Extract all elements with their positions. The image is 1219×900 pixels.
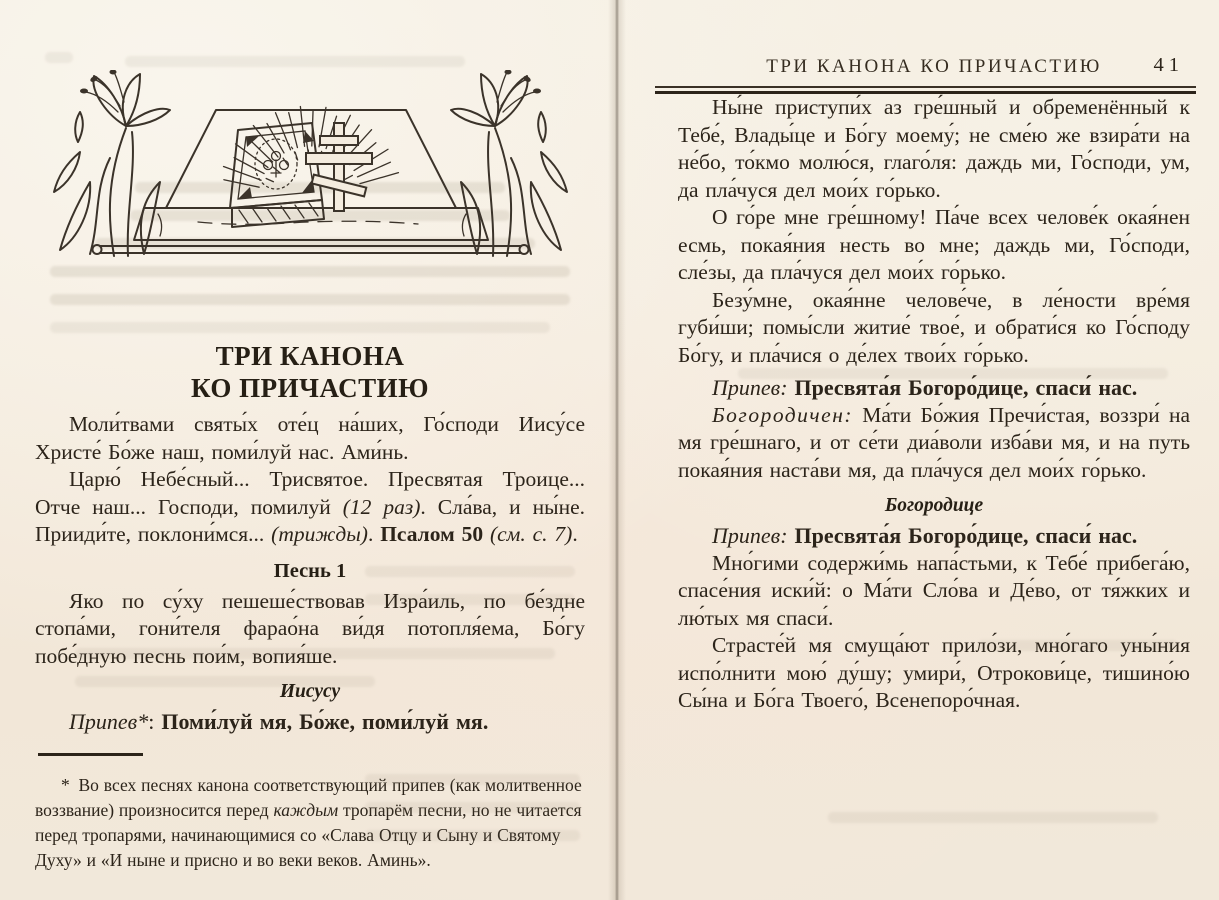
gospel-book-icon xyxy=(230,123,324,227)
section-title-line1: ТРИ КАНОНА xyxy=(215,341,405,371)
ode-heading: Песнь 1 xyxy=(273,559,347,582)
troparion-paragraph: О го́ре мне гре́шному! Па́че всех челове́к окая́нен есмь, покая́ния несть во мне; даждь ми, Го́споди, сле́зы, да пла́чуся дел мои́х го́рько. xyxy=(678,205,1190,284)
to-jesus-heading: Иисусу xyxy=(279,681,341,702)
left-page xyxy=(35,0,585,900)
section-title-line2: КО ПРИЧАСТИЮ xyxy=(190,373,430,403)
refrain-line: Припев*: Поми́луй мя, Бо́же, поми́луй мя. xyxy=(69,709,489,734)
refrain-line: Припев: Пресвята́я Богоро́дице, спаси́ нас. xyxy=(712,523,1138,548)
page-number: 41 xyxy=(1153,54,1184,76)
page-gutter-shadow xyxy=(608,0,626,900)
running-head-rule xyxy=(655,86,1196,94)
altar-illustration xyxy=(48,70,573,260)
footnote-rule xyxy=(38,753,143,756)
refrain-line: Припев: Пресвята́я Богоро́дице, спаси́ нас. xyxy=(712,375,1138,400)
rubrics-paragraph: Царю́ Небе́сный... Трисвятое. Пресвятая Троице... Отче наш... Господи, помилуй (12 раз). Сла́ва, и ны́не. Прииди́те, поклони́мся... (трижды). Псалом 50 (см. с. 7). xyxy=(35,467,586,546)
troparion-paragraph: Безу́мне, окая́нне челове́че, в ле́ности вре́мя губи́ши; помы́сли житие́ твое́, и обрати́ся ко Го́споду Бо́гу, и пла́чися о де́лех твои́х го́рько. xyxy=(678,287,1190,367)
troparion-paragraph: Ны́не приступи́х аз гре́шный и обременённый к Тебе́, Влады́це и Бо́гу моему́; не сме́ю же взира́ти на не́бо, то́кмо молю́ся, глаго́ля: даждь ми, Го́споди, ум, да пла́чуся дел мои́х го́рько. xyxy=(678,95,1190,202)
footnote-text: * Во всех песнях канона соответствующий припев (как молитвенное воззвание) произносится перед каждым тропарём песни, но не читается перед тропарями, начинающимися со «Слава Отцу и Сыну и Святому Духу» и «И ныне и присно и во веки веков. Аминь». xyxy=(35,775,582,870)
theotokion-paragraph: Богородичен: Ма́ти Бо́жия Пречи́стая, воззри́ на мя гре́шнаго, и от се́ти диа́воли изба́ви мя, и на путь покая́ния наста́ви мя, да пла́чуся дел мои́х го́рько. xyxy=(678,402,1190,482)
opening-prayer-paragraph: Моли́твами святы́х оте́ц на́ших, Го́споди Иису́се Христе́ Бо́же наш, поми́луй нас. Ами́нь. xyxy=(35,412,585,464)
to-theotokos-heading: Богородице xyxy=(884,495,984,516)
right-page xyxy=(678,0,1190,900)
irmos-paragraph: Яко по су́ху пешеше́ствовав Изра́иль, по бе́здне стопа́ми, гони́теля фарао́на ви́дя потопля́ема, Бо́гу побе́дную песнь пои́м, вопия́ше. xyxy=(35,588,585,668)
orthodox-cross-icon xyxy=(306,123,372,211)
lily-flowers-icon xyxy=(54,70,170,256)
section-title xyxy=(35,340,585,404)
troparion-paragraph: Мно́гими содержи́мь напа́стьми, к Тебе́ прибега́ю, спасе́ния иски́й: о Ма́ти Сло́ва и Де́во, от тя́жких и лю́тых мя спаси́. xyxy=(678,550,1190,630)
running-head-row xyxy=(678,56,1190,81)
troparion-paragraph: Страсте́й мя смуща́ют прило́зи, мно́гаго уны́ния испо́лнити мою́ ду́шу; умири́, Отрокови́це, тишино́ю Сы́на и Бо́га Твоего́, Всенепоро́чная. xyxy=(678,633,1190,712)
running-head: ТРИ КАНОНА КО ПРИЧАСТИЮ xyxy=(766,56,1102,77)
